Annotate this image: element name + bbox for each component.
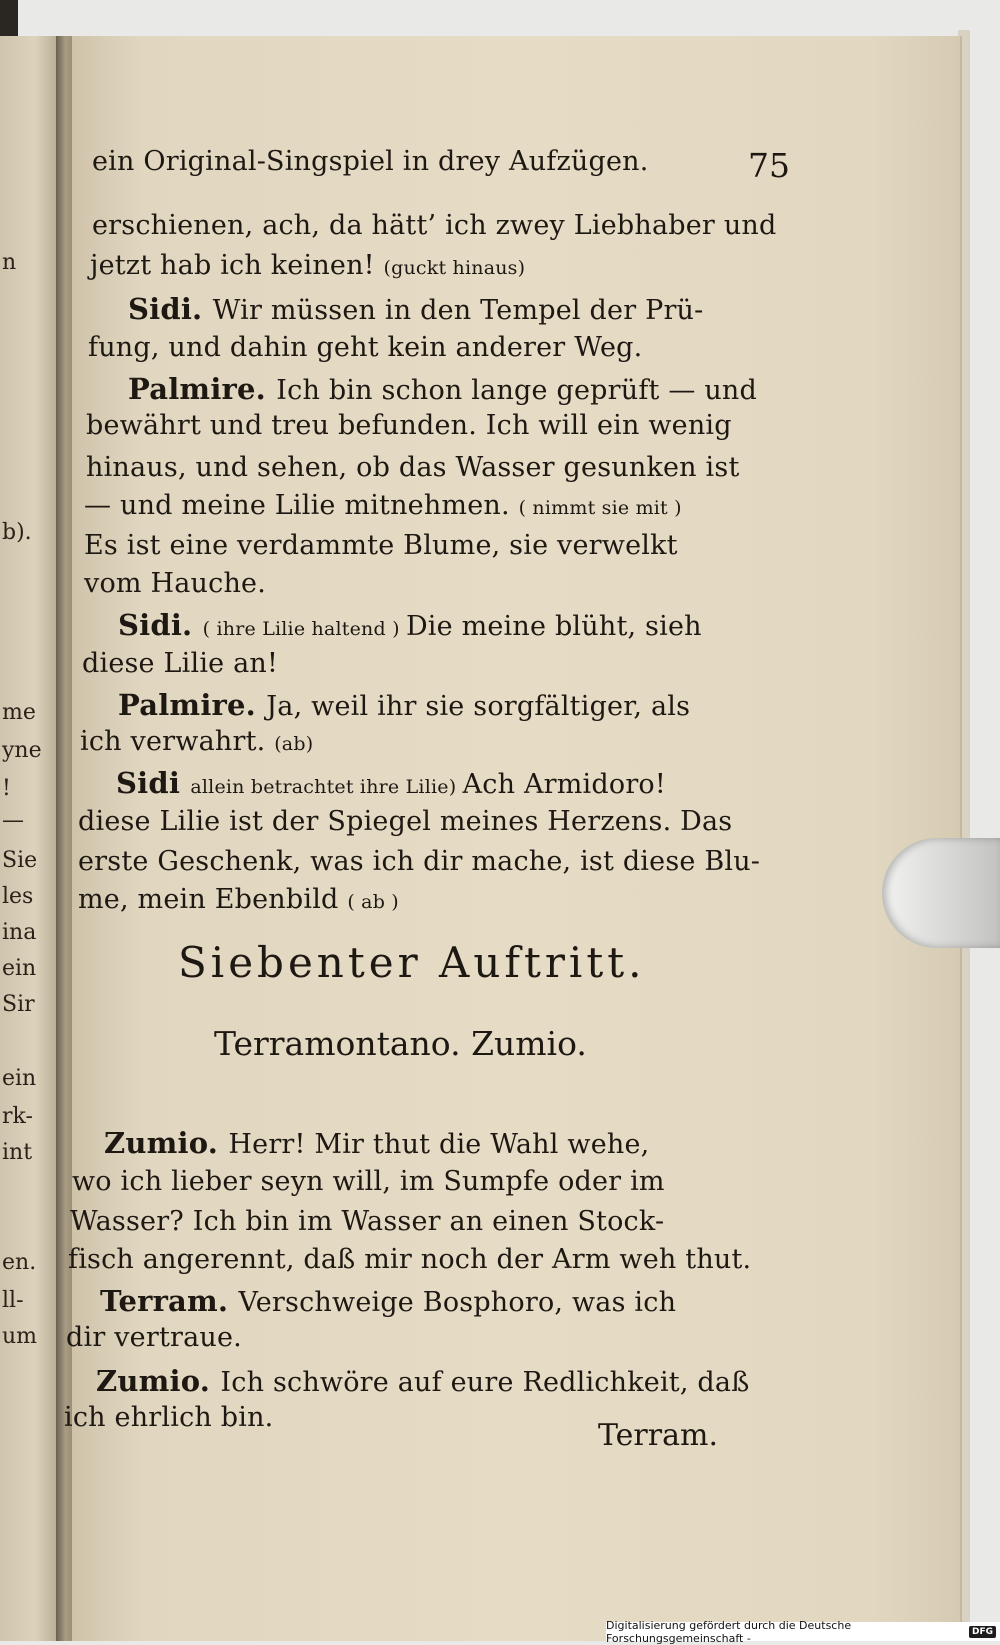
left-margin-fragment: um <box>2 1324 38 1349</box>
text-line <box>64 1402 273 1433</box>
speaker-name: Sidi. <box>128 292 213 326</box>
line-text: diese Lilie an! <box>82 648 279 679</box>
line-text: Ich bin schon lange geprüft — und <box>276 375 757 406</box>
stage-direction: ( nimmt sie mit ) <box>518 497 682 519</box>
line-text: Die meine blüht, sieh <box>405 611 702 642</box>
left-margin-fragment: ina <box>2 920 37 945</box>
line-text: Ach Armidoro! <box>462 769 666 800</box>
text-line <box>80 726 313 757</box>
text-line <box>66 1322 242 1353</box>
text-line <box>90 250 525 281</box>
left-margin-fragment: ein <box>2 956 37 981</box>
line-text: erste Geschenk, was ich dir mache, ist diese Blu- <box>78 846 761 877</box>
text-line <box>84 530 678 561</box>
left-margin-fragment: — <box>2 808 24 833</box>
page-number: 75 <box>748 146 790 185</box>
left-margin-fragment: rk- <box>2 1104 33 1129</box>
text-line <box>86 452 740 483</box>
left-margin-fragment: Sie <box>2 848 38 873</box>
catchword: Terram. <box>598 1418 718 1453</box>
line-text: ich ehrlich bin. <box>64 1402 274 1433</box>
scene-heading: Siebenter Auftritt. <box>178 938 646 987</box>
text-line <box>86 410 732 441</box>
line-text: Wir müssen in den Tempel der Prü- <box>212 295 704 326</box>
digitization-footer <box>606 1618 1000 1645</box>
left-margin-fragment: b). <box>2 520 32 545</box>
line-text: Ich schwöre auf eure Redlichkeit, daß <box>220 1367 750 1398</box>
line-text: erschienen, ach, da hätt’ ich zwey Liebhaber und <box>92 210 777 241</box>
text-line <box>92 210 776 241</box>
text-line <box>118 608 702 642</box>
text-line <box>78 846 760 877</box>
line-text: fung, und dahin geht kein anderer Weg. <box>88 332 643 363</box>
speaker-name: Terram. <box>100 1284 239 1318</box>
text-line <box>116 766 666 800</box>
dfg-logo: DFG <box>969 1626 996 1638</box>
text-line <box>78 884 399 915</box>
stage-direction: allein betrachtet ihre Lilie) <box>190 776 463 798</box>
left-margin-fragment: me <box>2 700 36 725</box>
left-margin-fragment: ll- <box>2 1288 24 1313</box>
left-margin-fragment: ein <box>2 1066 37 1091</box>
footer-text: Digitalisierung gefördert durch die Deutsche Forschungsgemeinschaft - <box>606 1618 852 1645</box>
left-margin-fragment: les <box>2 884 34 909</box>
line-text: Wasser? Ich bin im Wasser an einen Stock- <box>70 1206 665 1237</box>
line-text: Verschweige Bosphoro, was ich <box>238 1287 677 1318</box>
line-text: me, mein Ebenbild <box>78 884 348 915</box>
text-line <box>104 1126 649 1160</box>
text-line <box>70 1206 664 1237</box>
line-text: Es ist eine verdammte Blume, sie verwelkt <box>84 530 678 561</box>
speaker-name: Sidi <box>116 766 191 800</box>
text-line <box>84 568 266 599</box>
text-line <box>84 490 682 521</box>
text-line <box>118 688 690 722</box>
text-line <box>96 1364 749 1398</box>
running-header: ein Original-Singspiel in drey Aufzügen. <box>92 146 649 177</box>
text-line <box>68 1244 751 1275</box>
line-text: Herr! Mir thut die Wahl wehe, <box>228 1129 650 1160</box>
stage-direction: ( ab ) <box>347 891 399 913</box>
stage-direction: ( ihre Lilie haltend ) <box>202 618 406 640</box>
left-margin-fragment: n <box>2 250 17 275</box>
left-margin-fragment: ! <box>2 776 11 801</box>
line-text: dir vertraue. <box>66 1322 242 1353</box>
line-text: fisch angerennt, daß mir noch der Arm weh thut. <box>68 1244 752 1275</box>
scene-persons: Terramontano. Zumio. <box>214 1024 587 1063</box>
line-text: vom Hauche. <box>84 568 266 599</box>
line-text: jetzt hab ich keinen! <box>90 250 384 281</box>
speaker-name: Zumio. <box>96 1364 221 1398</box>
text-line <box>128 372 757 406</box>
text-line <box>78 806 732 837</box>
left-margin-fragment: int <box>2 1140 33 1165</box>
line-text: Ja, weil ihr sie sorgfältiger, als <box>266 691 691 722</box>
speaker-name: Palmire. <box>128 372 277 406</box>
line-text: wo ich lieber seyn will, im Sumpfe oder im <box>72 1166 665 1197</box>
speaker-name: Sidi. <box>118 608 203 642</box>
text-line <box>72 1166 665 1197</box>
stage-direction: (guckt hinaus) <box>383 257 526 279</box>
left-margin-fragment: yne <box>2 738 42 763</box>
line-text: hinaus, und sehen, ob das Wasser gesunken ist <box>86 452 740 483</box>
speaker-name: Zumio. <box>104 1126 229 1160</box>
line-text: ich verwahrt. <box>80 726 275 757</box>
left-margin-fragment: en. <box>2 1250 37 1275</box>
speaker-name: Palmire. <box>118 688 267 722</box>
text-line <box>128 292 703 326</box>
line-text: — und meine Lilie mitnehmen. <box>84 490 519 521</box>
left-margin-fragment: Sir <box>2 992 35 1017</box>
text-line <box>82 648 278 679</box>
line-text: bewährt und treu befunden. Ich will ein wenig <box>86 410 732 441</box>
text-line <box>100 1284 676 1318</box>
line-text: diese Lilie ist der Spiegel meines Herzens. Das <box>78 806 733 837</box>
stage-direction: (ab) <box>274 733 314 755</box>
text-line <box>88 332 642 363</box>
